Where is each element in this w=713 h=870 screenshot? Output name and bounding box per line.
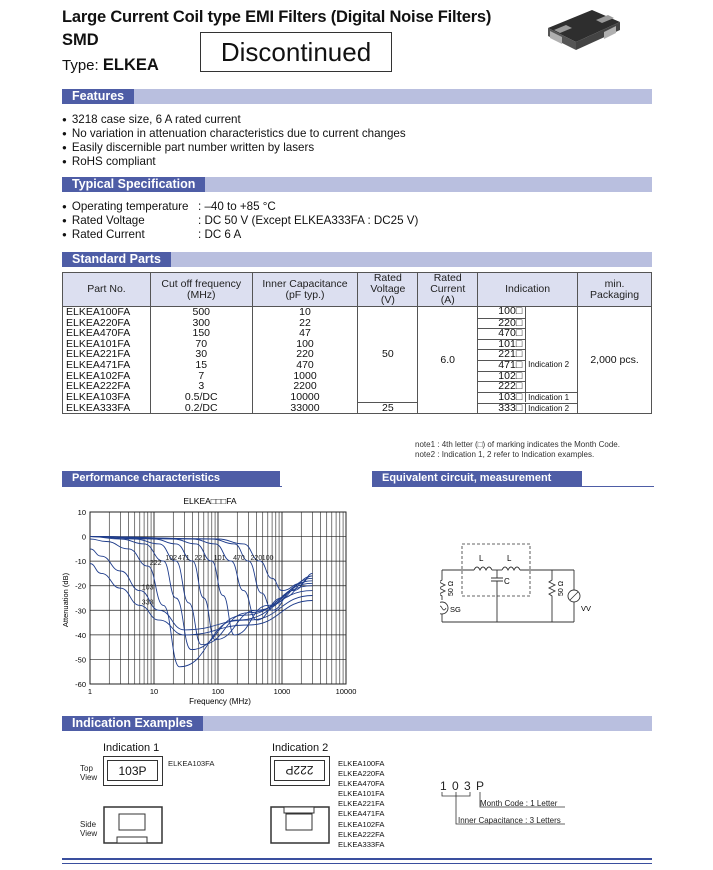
series-label: 470	[233, 555, 245, 563]
vv-label: VV	[581, 604, 592, 613]
series-label: 471	[177, 555, 190, 563]
indication-2-part: ELKEA470FA	[338, 779, 385, 789]
y-tick-label: -20	[75, 581, 86, 591]
spec-row	[62, 228, 418, 242]
y-tick-label: -30	[75, 606, 86, 616]
header-line: (MHz)	[186, 288, 216, 301]
series-label: 102	[165, 555, 178, 563]
cell-capacitance: 33000	[252, 402, 358, 414]
cell-part-no: ELKEA222FA	[63, 381, 151, 392]
cell-voltage: 50	[358, 307, 418, 403]
table-row	[63, 402, 652, 414]
table-header-row	[63, 273, 652, 307]
indication-code: 101□	[478, 339, 526, 350]
inductor-2-icon	[502, 567, 520, 570]
spec-value: : DC 50 V (Except ELKEA333FA : DC25 V)	[198, 214, 419, 227]
type-value: ELKEA	[102, 56, 159, 74]
cell-part-no: ELKEA101FA	[63, 339, 151, 350]
indication-type	[526, 307, 577, 318]
indication-code: 221□	[478, 349, 526, 360]
attenuation-chart	[60, 494, 360, 706]
indication-2-part: ELKEA471FA	[338, 809, 385, 819]
cell-indication	[478, 328, 578, 339]
y-tick-label: 10	[77, 508, 86, 517]
y-tick-label: -40	[75, 630, 86, 640]
capacitor-label: C	[504, 577, 510, 586]
col-header-part	[63, 273, 151, 307]
spec-key: ● Rated Voltage	[62, 214, 198, 228]
cell-cutoff: 0.5/DC	[150, 392, 252, 403]
table-row	[63, 318, 652, 329]
type-line	[62, 56, 159, 75]
header-line: (V)	[380, 294, 395, 306]
cell-cutoff: 7	[150, 371, 252, 382]
note-2: note2 : Indication 1, 2 refer to Indication examples.	[415, 450, 595, 459]
cell-capacitance: 10000	[252, 392, 358, 403]
x-tick-label: 10	[149, 687, 159, 696]
resistor-2-label: 50 Ω	[558, 581, 565, 596]
side-terminal	[284, 807, 314, 813]
chart-title: ELKEA□□□FA	[183, 496, 237, 506]
header-line: (pF typ.)	[285, 288, 325, 301]
bottom-rule-thin	[62, 863, 652, 864]
inductor-2-label: L	[507, 554, 512, 563]
header-line: Inner Capacitance	[262, 277, 348, 290]
equivalent-underline	[372, 486, 654, 487]
features-section-bar	[62, 89, 652, 104]
equivalent-heading: Equivalent circuit, measurement block diagram	[372, 471, 582, 486]
indication-code: 102□	[478, 371, 526, 382]
inner-cap-label: Inner Capacitance : 3 Letters	[458, 816, 561, 825]
cell-capacitance: 220	[252, 349, 358, 360]
header-line: (A)	[440, 294, 455, 306]
cell-cutoff: 300	[150, 318, 252, 329]
side-window	[119, 814, 145, 830]
col-header-current	[418, 273, 478, 307]
cell-indication	[478, 392, 578, 403]
indication-type	[526, 339, 577, 350]
cell-part-no: ELKEA221FA	[63, 349, 151, 360]
series-label: 222	[149, 560, 162, 568]
table-row	[63, 328, 652, 339]
discontinued-badge: Discontinued	[200, 32, 392, 72]
indication-type: Indication 2	[526, 403, 577, 414]
cell-cutoff: 70	[150, 339, 252, 350]
series-label: 103	[141, 584, 154, 592]
type-label: Type:	[62, 57, 99, 74]
x-tick-label: 1	[87, 687, 93, 696]
performance-section-bar	[62, 471, 302, 499]
header-line: Packaging	[590, 288, 640, 301]
indication-type	[526, 349, 577, 360]
header-line: Rated	[433, 272, 462, 284]
equivalent-circuit-diagram	[440, 538, 595, 630]
table-row	[63, 360, 652, 371]
indication-type: Indication 2	[528, 359, 570, 369]
header-line: Voltage	[370, 283, 406, 295]
signal-generator-icon	[440, 602, 448, 614]
indication-1-marking: 103P	[107, 760, 158, 781]
cell-packaging: 2,000 pcs.	[578, 307, 652, 414]
indication-2-part: ELKEA100FA	[338, 759, 385, 768]
cell-indication	[478, 307, 578, 318]
indication-1-top-view	[103, 756, 163, 786]
code-legend-lines	[440, 792, 570, 832]
header-line: Part No.	[87, 283, 126, 295]
resistor-2-icon	[549, 570, 555, 622]
indication-code: 222□	[478, 381, 526, 392]
spec-heading: Typical Specification	[62, 177, 205, 192]
indication-type	[526, 371, 577, 382]
cell-cutoff: 500	[150, 307, 252, 318]
bottom-rule	[62, 858, 652, 860]
chart-ylabel: Attenuation (dB)	[61, 572, 70, 628]
performance-heading: Performance characteristics (Reference)	[62, 471, 280, 486]
indication-code: 470□	[478, 328, 526, 339]
col-header-capacitance	[252, 273, 358, 307]
cell-part-no: ELKEA100FA	[63, 307, 151, 318]
series-label: 100	[261, 555, 274, 563]
indication-2-part: ELKEA221FA	[338, 799, 385, 809]
indication-1-side-view	[103, 806, 165, 846]
cell-cutoff: 3	[150, 381, 252, 392]
x-tick-label: 10000	[335, 687, 357, 696]
y-tick-label: -10	[75, 557, 86, 567]
parts-section-bar	[62, 252, 652, 267]
table-row	[63, 381, 652, 392]
series-label: 101	[213, 555, 226, 563]
x-tick-label: 100	[211, 687, 225, 696]
indication-code: 471□	[478, 360, 526, 371]
indication-1-part: ELKEA103FA	[168, 759, 215, 768]
cell-indication	[478, 318, 578, 329]
indication-2-top-view	[270, 756, 330, 786]
cell-indication	[478, 371, 578, 382]
indication-2-part-list	[338, 759, 384, 850]
table-row	[63, 339, 652, 350]
indication-1-label: Indication 1	[103, 742, 160, 754]
indication-type: Indication 1	[526, 392, 577, 403]
indication-2-marking: 222P	[274, 760, 325, 781]
indication-2-part: ELKEA222FA	[338, 829, 385, 839]
features-heading: Features	[62, 89, 134, 104]
col-header-indication	[478, 273, 578, 307]
table-row	[63, 371, 652, 382]
indication-code: 100□	[478, 307, 526, 318]
cell-indication	[478, 402, 578, 414]
note-1: note1 : 4th letter (□) of marking indicates the Month Code.	[415, 440, 620, 449]
header-line: Rated	[373, 272, 402, 284]
indication-code: 333□	[478, 403, 526, 414]
cell-indication	[478, 360, 578, 371]
equivalent-section-bar	[372, 471, 654, 499]
standard-parts-table	[62, 272, 652, 414]
inductor-1-label: L	[479, 554, 484, 563]
page-subtitle: SMD	[62, 31, 99, 49]
cell-part-no: ELKEA470FA	[63, 328, 151, 339]
feature-item: ● No variation in attenuation characteristics due to current changes	[62, 127, 406, 141]
y-tick-label: 0	[81, 532, 86, 542]
indication-2-part: ELKEA220FA	[338, 769, 385, 779]
indication-heading: Indication Examples	[62, 716, 203, 731]
indication-type	[526, 381, 577, 392]
code-example: 1 0 3 P	[440, 779, 486, 793]
header-line: Indication	[505, 283, 551, 295]
y-tick-label: -60	[75, 680, 86, 689]
feature-item: ● 3218 case size, 6 A rated current	[62, 113, 406, 127]
indication-type	[526, 318, 577, 329]
spec-row	[62, 214, 418, 228]
performance-underline	[62, 486, 282, 487]
spec-key: ● Rated Current	[62, 228, 198, 242]
cell-capacitance: 10	[252, 307, 358, 318]
top-view-label: Top View	[80, 764, 98, 782]
spec-value: : DC 6 A	[198, 228, 242, 241]
col-header-cutoff	[150, 273, 252, 307]
header-line: Cut off frequency	[161, 277, 242, 290]
side-terminal	[117, 837, 147, 843]
series-label: 333	[141, 599, 154, 607]
inductor-1-icon	[474, 567, 492, 570]
indication-2-label: Indication 2	[272, 742, 329, 754]
side-window	[286, 814, 312, 830]
header-line: min.	[604, 277, 625, 290]
cell-capacitance: 100	[252, 339, 358, 350]
indication-code: 103□	[478, 392, 526, 403]
chart-xlabel: Frequency (MHz)	[189, 697, 251, 706]
series-label: 220	[250, 555, 263, 563]
cell-cutoff: 150	[150, 328, 252, 339]
feature-item: ● Easily discernible part number written by lasers	[62, 141, 406, 155]
cell-cutoff: 15	[150, 360, 252, 371]
table-row	[63, 392, 652, 403]
cell-voltage: 25	[358, 402, 418, 414]
col-header-packaging	[578, 273, 652, 307]
features-list	[62, 113, 406, 169]
parts-heading: Standard Parts	[62, 252, 171, 267]
cell-capacitance: 2200	[252, 381, 358, 392]
cell-capacitance: 47	[252, 328, 358, 339]
page-title: Large Current Coil type EMI Filters (Digital Noise Filters)	[62, 8, 492, 26]
side-view-label: Side View	[80, 820, 98, 838]
table-row	[63, 349, 652, 360]
indication-2-part: ELKEA333FA	[338, 839, 385, 849]
month-code-label: Month Code : 1 Letter	[480, 799, 558, 808]
table-row	[63, 307, 652, 318]
x-tick-label: 1000	[273, 687, 291, 696]
chip-image	[540, 6, 626, 54]
resistor-1-label: 50 Ω	[448, 581, 455, 596]
cell-cutoff: 30	[150, 349, 252, 360]
indication-2-part: ELKEA102FA	[338, 819, 385, 829]
indication-2-part: ELKEA101FA	[338, 789, 385, 799]
cell-indication	[478, 381, 578, 392]
spec-list	[62, 200, 418, 242]
indication-section-bar	[62, 716, 652, 731]
cell-indication	[478, 349, 578, 360]
indication-code: 220□	[478, 318, 526, 329]
spec-section-bar	[62, 177, 652, 192]
cell-part-no: ELKEA102FA	[63, 371, 151, 382]
cell-part-no: ELKEA103FA	[63, 392, 151, 403]
sg-label: SG	[450, 605, 461, 614]
resistor-1-icon	[440, 570, 445, 600]
cell-capacitance: 1000	[252, 371, 358, 382]
spec-key: ● Operating temperature	[62, 200, 198, 214]
cell-capacitance: 470	[252, 360, 358, 371]
cell-cutoff: 0.2/DC	[150, 402, 252, 414]
cell-current: 6.0	[418, 307, 478, 414]
header-line: Current	[430, 283, 466, 295]
indication-2-side-view	[270, 806, 332, 846]
y-tick-label: -50	[75, 655, 86, 665]
feature-item: ● RoHS compliant	[62, 155, 406, 169]
cell-part-no: ELKEA220FA	[63, 318, 151, 329]
spec-row	[62, 200, 418, 214]
cell-capacitance: 22	[252, 318, 358, 329]
cell-part-no: ELKEA471FA	[63, 360, 151, 371]
cell-indication	[478, 339, 578, 350]
series-label: 221	[194, 555, 207, 563]
spec-value: : –40 to +85 °C	[198, 200, 276, 213]
col-header-voltage	[358, 273, 418, 307]
cell-part-no: ELKEA333FA	[63, 402, 151, 414]
indication-type	[526, 328, 577, 339]
